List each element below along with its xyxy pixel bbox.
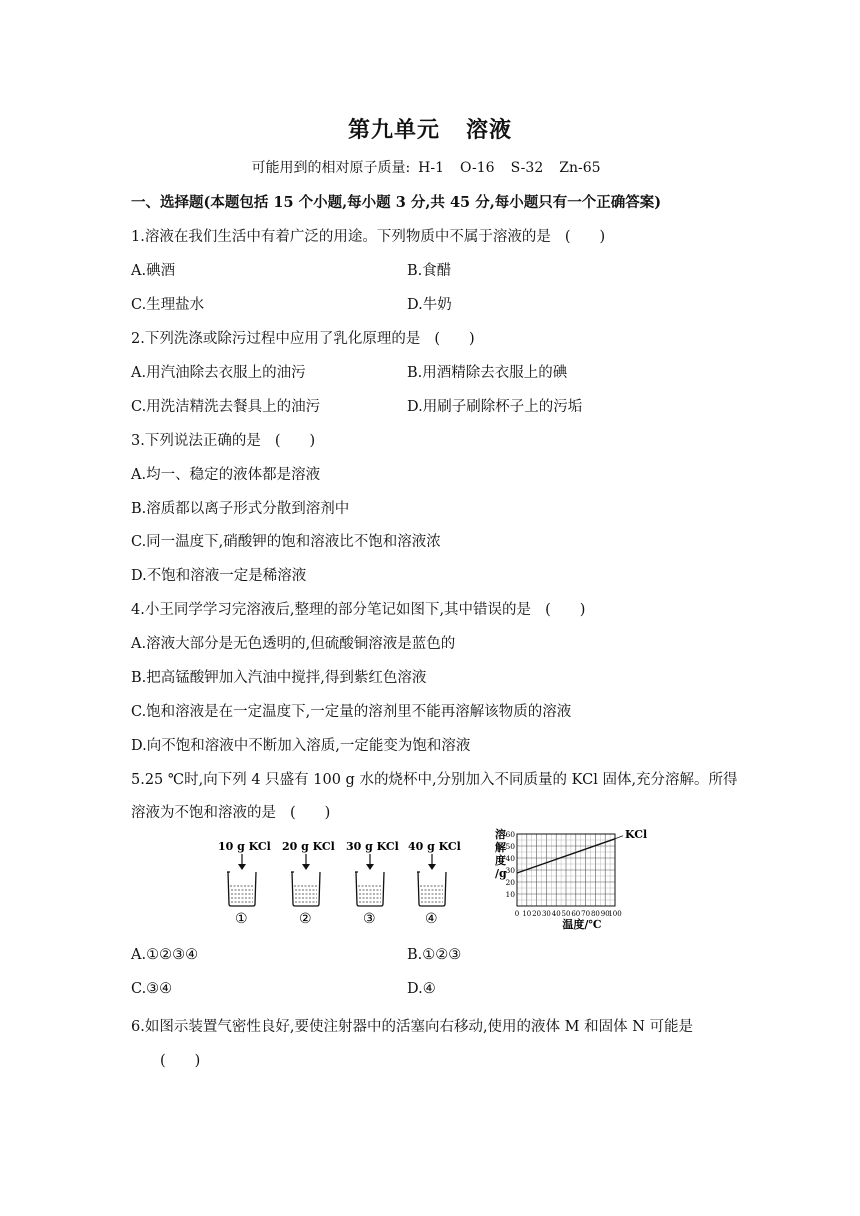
x-tick-label: 60 — [571, 910, 581, 918]
x-tick-label: 30 — [541, 910, 551, 918]
series-leader-line — [615, 836, 623, 839]
beaker-label: 20 g KCl — [282, 840, 335, 853]
x-tick-label: 20 — [532, 910, 542, 918]
title-unit: 第九单元 — [347, 117, 440, 143]
q4-option-b: B.把高锰酸钾加入汽油中搅拌,得到紫红色溶液 — [131, 670, 427, 686]
solubility-chart — [495, 827, 647, 931]
answer-paren: ( ) — [545, 602, 586, 618]
arrow-down-icon — [428, 864, 436, 870]
y-tick-label: 20 — [505, 878, 515, 887]
q2-option-d: D.用刷子刷除杯子上的污垢 — [407, 399, 583, 415]
beaker-label: 40 g KCl — [408, 840, 461, 853]
y-axis-label: 溶 — [495, 828, 506, 841]
beakers-group — [218, 840, 461, 927]
y-axis-label: /g — [495, 867, 507, 880]
x-tick-label: 40 — [551, 910, 561, 918]
q5-option-a: A.①②③④ — [131, 947, 199, 963]
question-5-stem-line2: 溶液为不饱和溶液的是 ( ) — [131, 801, 330, 822]
liquid-lines — [358, 886, 382, 902]
liquid-lines — [420, 886, 444, 902]
answer-paren: ( ) — [290, 805, 331, 821]
x-axis-label: 温度/℃ — [562, 918, 602, 931]
beaker-outline — [292, 872, 320, 906]
beaker-4 — [408, 840, 461, 927]
answer-paren: ( ) — [160, 1053, 201, 1069]
series-label: KCl — [625, 827, 648, 841]
atomic-mass-note — [0, 157, 860, 177]
q1-option-a: A.碘酒 — [131, 263, 176, 279]
x-tick-label: 0 — [514, 910, 520, 918]
question-5-stem-line1: 5.25 ℃时,向下列 4 只盛有 100 g 水的烧杯中,分别加入不同质量的 KCl 固体,充分溶解。所得 — [131, 772, 738, 788]
q3-option-d: D.不饱和溶液一定是稀溶液 — [131, 568, 307, 584]
x-tick-label: 10 — [522, 910, 532, 918]
q5-figure-svg — [210, 826, 650, 936]
arrow-down-icon — [238, 864, 246, 870]
question-4-stem: 4.小王同学学习完溶液后,整理的部分笔记如图下,其中错误的是 ( ) — [131, 598, 585, 619]
beaker-2 — [282, 840, 335, 927]
x-tick-label: 80 — [590, 910, 600, 918]
y-tick-label: 40 — [505, 854, 515, 863]
beaker-3 — [346, 840, 399, 927]
q4-option-d: D.向不饱和溶液中不断加入溶质,一定能变为饱和溶液 — [131, 738, 471, 754]
q5-option-b: B.①②③ — [407, 947, 462, 963]
arrow-down-icon — [302, 864, 310, 870]
arrow-down-icon — [366, 864, 374, 870]
x-tick-label: 50 — [561, 910, 571, 918]
answer-paren: ( ) — [274, 433, 316, 449]
q5-option-c: C.③④ — [131, 981, 173, 997]
x-tick-label: 90 — [600, 910, 610, 918]
q3-option-b: B.溶质都以离子形式分散到溶剂中 — [131, 501, 350, 517]
beaker-label: 10 g KCl — [218, 840, 271, 853]
y-tick-label: 60 — [505, 830, 515, 839]
section-heading: 一、选择题(本题包括 15 个小题,每小题 3 分,共 45 分,每小题只有一个正确答案) — [131, 194, 662, 211]
question-2-stem: 2.下列洗涤或除污过程中应用了乳化原理的是 ( ) — [131, 327, 475, 348]
answer-paren: ( ) — [564, 229, 606, 245]
q1-option-b: B.食醋 — [407, 263, 452, 279]
y-tick-label: 50 — [505, 842, 515, 851]
atomic-mass-item: H-1 — [418, 160, 445, 176]
y-tick-label: 30 — [505, 866, 515, 875]
atomic-mass-item: Zn-65 — [559, 160, 601, 176]
beaker-number: ④ — [425, 911, 438, 927]
q5-option-d: D.④ — [407, 981, 436, 997]
page-title — [0, 113, 860, 144]
q1-option-d: D.牛奶 — [407, 297, 452, 313]
title-topic: 溶液 — [466, 117, 513, 143]
atomic-mass-item: O-16 — [460, 160, 495, 176]
beaker-1 — [218, 840, 271, 927]
question-1-stem: 1.溶液在我们生活中有着广泛的用途。下列物质中不属于溶液的是 ( ) — [131, 225, 605, 246]
q3-option-a: A.均一、稳定的液体都是溶液 — [131, 467, 321, 483]
beaker-number: ② — [299, 911, 312, 927]
q1-option-c: C.生理盐水 — [131, 297, 205, 313]
question-3-stem: 3.下列说法正确的是 ( ) — [131, 429, 315, 450]
beaker-label: 30 g KCl — [346, 840, 399, 853]
beaker-outline — [418, 872, 446, 906]
beaker-number: ① — [235, 911, 248, 927]
q2-option-b: B.用酒精除去衣服上的碘 — [407, 365, 568, 381]
q4-option-a: A.溶液大部分是无色透明的,但硫酸铜溶液是蓝色的 — [131, 636, 456, 652]
y-axis-label: 度 — [495, 854, 506, 867]
q4-option-c: C.饱和溶液是在一定温度下,一定量的溶剂里不能再溶解该物质的溶液 — [131, 704, 572, 720]
question-6-stem: 6.如图示装置气密性良好,要使注射器中的活塞向右移动,使用的液体 M 和固体 N 可能是 — [131, 1019, 694, 1035]
x-tick-label: 100 — [608, 910, 622, 918]
q3-option-c: C.同一温度下,硝酸钾的饱和溶液比不饱和溶液浓 — [131, 534, 441, 550]
atomic-mass-item: S-32 — [510, 160, 544, 176]
q5-figure — [210, 826, 650, 936]
q2-option-c: C.用洗洁精洗去餐具上的油污 — [131, 399, 321, 415]
y-tick-label: 10 — [505, 890, 515, 899]
y-axis-label: 解 — [495, 841, 506, 854]
atomic-mass-prefix: 可能用到的相对原子质量: — [251, 160, 411, 176]
q2-option-a: A.用汽油除去衣服上的油污 — [131, 365, 306, 381]
answer-paren: ( ) — [434, 331, 475, 347]
x-tick-label: 70 — [581, 910, 591, 918]
beaker-outline — [356, 872, 384, 906]
beaker-number: ③ — [363, 911, 376, 927]
liquid-lines — [294, 886, 318, 902]
